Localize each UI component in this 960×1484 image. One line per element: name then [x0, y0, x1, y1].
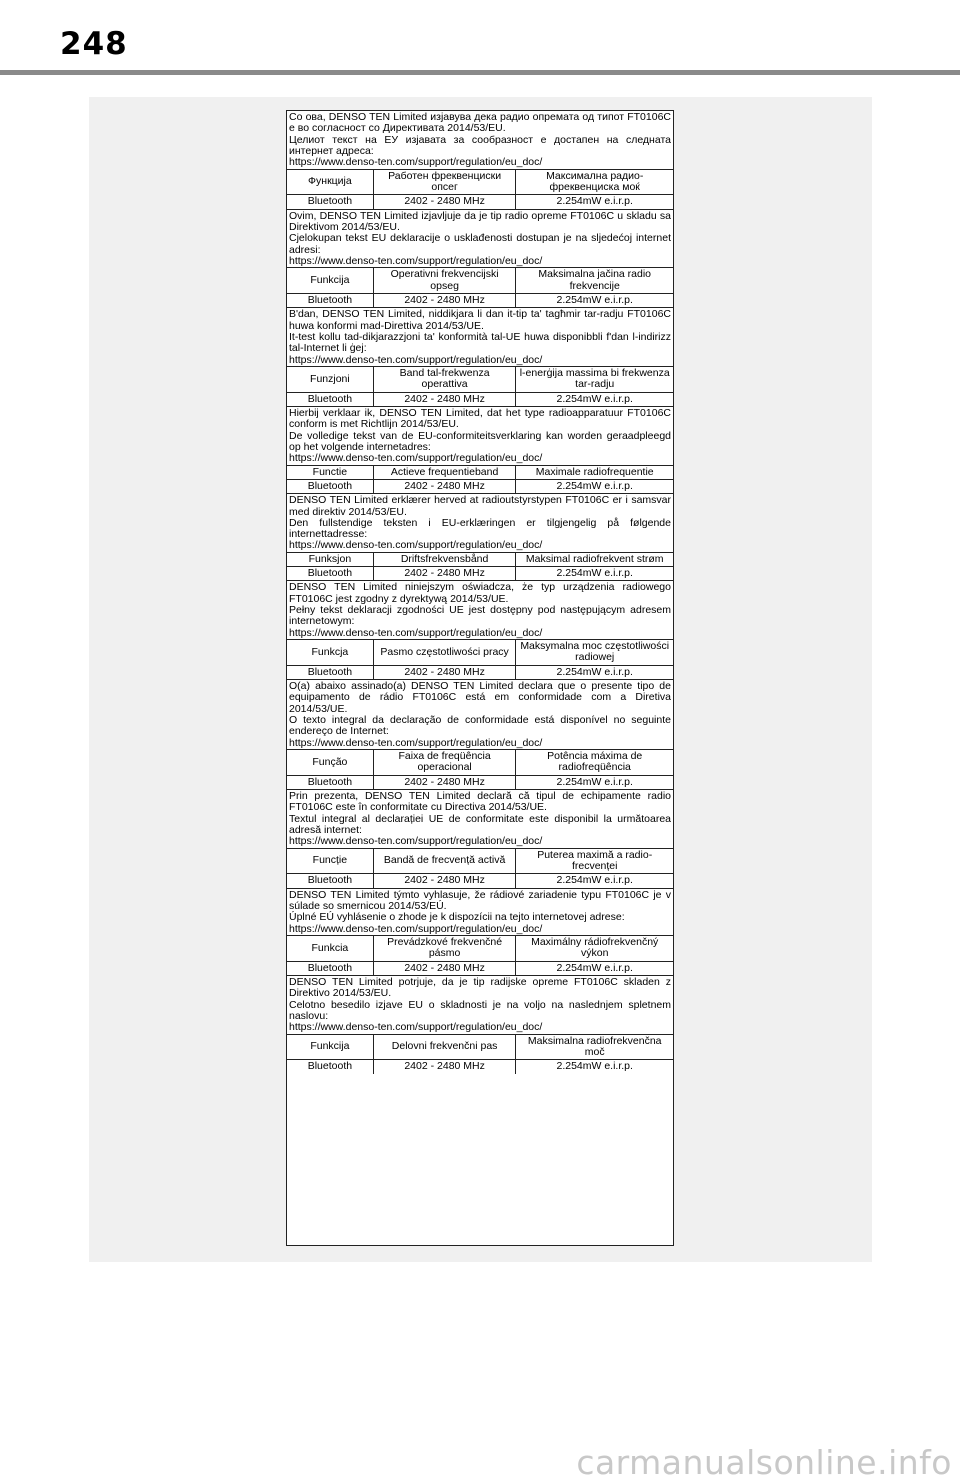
header-frequency-band: Pasmo częstotliwości pracy: [373, 640, 516, 666]
spec-value-row: [287, 293, 673, 307]
header-frequency-band: Delovni frekvenčni pas: [373, 1034, 516, 1060]
value-max-power: 2.254mW e.i.r.p.: [516, 874, 673, 888]
declaration-availability: O texto integral da declaração de conformidade está disponível no seguinte endereço de Internet:: [289, 714, 671, 738]
spec-table: [287, 169, 673, 209]
value-max-power: 2.254mW e.i.r.p.: [516, 293, 673, 307]
declaration-block-sl: [287, 976, 673, 1074]
spec-table: [287, 1034, 673, 1074]
spec-value-row: [287, 961, 673, 975]
value-max-power: 2.254mW e.i.r.p.: [516, 567, 673, 581]
header-max-power: Maksimalna radiofrekvenčna moč: [516, 1034, 673, 1060]
header-function: Funkcia: [287, 935, 373, 961]
value-max-power: 2.254mW e.i.r.p.: [516, 392, 673, 406]
declaration-url[interactable]: https://www.denso-ten.com/support/regulation/eu_doc/: [289, 835, 543, 848]
header-max-power: Puterea maximă a radio-frecvenței: [516, 848, 673, 874]
spec-value-row: [287, 1060, 673, 1074]
value-frequency-band: 2402 - 2480 MHz: [373, 567, 516, 581]
value-function: Bluetooth: [287, 479, 373, 493]
spec-table: [287, 935, 673, 975]
spec-table: [287, 267, 673, 307]
declaration-availability: De volledige tekst van de EU-conformiteitsverklaring kan worden geraadpleegd op het volgende internetadres:: [289, 429, 671, 453]
spec-table: [287, 366, 673, 406]
value-function: Bluetooth: [287, 392, 373, 406]
declaration-statement: DENSO TEN Limited erklærer herved at radioutstyrstypen FT0106C er i samsvar med direktiv 2014/53/EU.: [289, 494, 671, 518]
page-number: 248: [60, 26, 128, 62]
declaration-statement: B'dan, DENSO TEN Limited, niddikjara li dan it-tip ta' tagħmir tar-radju FT0106C huwa konformi mad-Direttiva 2014/53/UE.: [289, 308, 671, 332]
header-frequency-band: Operativni frekvencijski opseg: [373, 268, 516, 294]
value-max-power: 2.254mW e.i.r.p.: [516, 1060, 673, 1074]
spec-header-row: [287, 750, 673, 776]
value-frequency-band: 2402 - 2480 MHz: [373, 775, 516, 789]
spec-value-row: [287, 392, 673, 406]
declaration-url[interactable]: https://www.denso-ten.com/support/regulation/eu_doc/: [289, 922, 543, 935]
declaration-url[interactable]: https://www.denso-ten.com/support/regulation/eu_doc/: [289, 626, 543, 639]
declaration-statement: Prin prezenta, DENSO TEN Limited declară că tipul de echipamente radio FT0106C este în conformitate cu Directiva 2014/53/UE.: [289, 790, 671, 814]
value-function: Bluetooth: [287, 1060, 373, 1074]
spec-table: [287, 848, 673, 888]
header-frequency-band: Actieve frequentieband: [373, 465, 516, 479]
spec-header-row: [287, 848, 673, 874]
spec-value-row: [287, 195, 673, 209]
declaration-block-ro: [287, 790, 673, 889]
declaration-url[interactable]: https://www.denso-ten.com/support/regulation/eu_doc/: [289, 539, 543, 552]
declaration-statement: DENSO TEN Limited niniejszym oświadcza, że typ urządzenia radiowego FT0106C jest zgodny z dyrektywą 2014/53/UE.: [289, 581, 671, 605]
value-max-power: 2.254mW e.i.r.p.: [516, 479, 673, 493]
value-function: Bluetooth: [287, 775, 373, 789]
header-max-power: Maksimalna jačina radio frekvencije: [516, 268, 673, 294]
spec-value-row: [287, 665, 673, 679]
declaration-text: [287, 210, 673, 268]
declaration-statement: Со ова, DENSO TEN Limited изјавува дека радио опремата од типот FT0106C е во согласност со Директивата 2014/53/EU.: [289, 111, 671, 135]
value-max-power: 2.254mW e.i.r.p.: [516, 195, 673, 209]
declaration-availability: Pełny tekst deklaracji zgodności UE jest dostępny pod następującym adresem internetowym:: [289, 604, 671, 628]
header-function: Funcție: [287, 848, 373, 874]
declaration-block-pl: [287, 581, 673, 680]
declaration-text: [287, 790, 673, 848]
header-frequency-band: Работен фреквенциски опсег: [373, 169, 516, 195]
spec-table: [287, 749, 673, 789]
value-frequency-band: 2402 - 2480 MHz: [373, 293, 516, 307]
value-function: Bluetooth: [287, 665, 373, 679]
declaration-text: [287, 581, 673, 639]
declaration-text: [287, 976, 673, 1034]
header-function: Функција: [287, 169, 373, 195]
declaration-url[interactable]: https://www.denso-ten.com/support/regulation/eu_doc/: [289, 1021, 543, 1034]
header-frequency-band: Prevádzkové frekvenčné pásmo: [373, 935, 516, 961]
header-frequency-band: Bandă de frecvență activă: [373, 848, 516, 874]
value-max-power: 2.254mW e.i.r.p.: [516, 961, 673, 975]
header-function: Funkcija: [287, 268, 373, 294]
spec-header-row: [287, 640, 673, 666]
declaration-availability: Cjelokupan tekst EU deklaracije o usklađenosti dostupan je na sljedećoj internet adresi:: [289, 232, 671, 256]
declaration-statement: Ovim, DENSO TEN Limited izjavljuje da je tip radio opreme FT0106C u skladu sa Direktivom 2014/53/EU.: [289, 209, 671, 233]
header-max-power: Maksymalna moc częstotliwości radiowej: [516, 640, 673, 666]
declaration-text: [287, 889, 673, 935]
declaration-availability: Celotno besedilo izjave EU o skladnosti je na voljo na naslednjem spletnem naslovu:: [289, 998, 671, 1022]
declaration-block-pt: [287, 680, 673, 790]
value-function: Bluetooth: [287, 874, 373, 888]
spec-header-row: [287, 169, 673, 195]
declaration-availability: Úplné EÚ vyhlásenie o zhode je k dispozícii na tejto internetovej adrese:: [289, 911, 625, 924]
spec-table: [287, 465, 673, 494]
header-max-power: Maximálny rádiofrekvenčný výkon: [516, 935, 673, 961]
value-frequency-band: 2402 - 2480 MHz: [373, 1060, 516, 1074]
declaration-text: [287, 680, 673, 749]
declaration-text: [287, 494, 673, 552]
spec-value-row: [287, 479, 673, 493]
spec-header-row: [287, 465, 673, 479]
declaration-statement: Hierbij verklaar ik, DENSO TEN Limited, dat het type radioapparatuur FT0106C conform is met Richtlijn 2014/53/EU.: [289, 406, 671, 431]
spec-value-row: [287, 775, 673, 789]
declaration-availability: Целиот текст на ЕУ изјавата за сообразност е достапен на следната интернет адреса:: [289, 133, 671, 157]
declaration-text: [287, 407, 673, 465]
header-function: Funkcja: [287, 640, 373, 666]
declaration-availability: Den fullstendige teksten i EU-erklæringen er tilgjengelig på følgende internettadresse:: [289, 516, 671, 541]
declaration-url[interactable]: https://www.denso-ten.com/support/regulation/eu_doc/: [289, 156, 543, 169]
header-max-power: Potência máxima de radiofreqüência: [516, 750, 673, 776]
value-frequency-band: 2402 - 2480 MHz: [373, 961, 516, 975]
header-frequency-band: Band tal-frekwenza operattiva: [373, 366, 516, 392]
declaration-block-no: [287, 494, 673, 581]
declaration-text: [287, 111, 673, 169]
declaration-block-mk: [287, 111, 673, 210]
spec-header-row: [287, 268, 673, 294]
declaration-statement: DENSO TEN Limited týmto vyhlasuje, že rádiové zariadenie typu FT0106C je v súlade so smernicou 2014/53/EÚ.: [289, 888, 671, 912]
declaration-url[interactable]: https://www.denso-ten.com/support/regulation/eu_doc/: [289, 452, 543, 465]
spec-header-row: [287, 935, 673, 961]
declaration-block-hr: [287, 210, 673, 309]
declaration-statement: O(a) abaixo assinado(a) DENSO TEN Limited declara que o presente tipo de equipamento de rádio FT0106C está em conformidade com a Diretiva 2014/53/UE.: [289, 680, 671, 715]
declaration-url[interactable]: https://www.denso-ten.com/support/regulation/eu_doc/: [289, 353, 543, 366]
spec-value-row: [287, 567, 673, 581]
declaration-block-nl: [287, 407, 673, 494]
header-frequency-band: Driftsfrekvensbånd: [373, 552, 516, 566]
value-frequency-band: 2402 - 2480 MHz: [373, 479, 516, 493]
declaration-block-mt: [287, 308, 673, 407]
spec-table: [287, 639, 673, 679]
header-function: Função: [287, 750, 373, 776]
spec-header-row: [287, 1034, 673, 1060]
declaration-block-sk: [287, 889, 673, 976]
header-function: Funkcija: [287, 1034, 373, 1060]
spec-value-row: [287, 874, 673, 888]
header-max-power: Maksimal radiofrekvent strøm: [516, 552, 673, 566]
value-function: Bluetooth: [287, 293, 373, 307]
header-max-power: Maximale radiofrequentie: [516, 465, 673, 479]
header-function: Funksjon: [287, 552, 373, 566]
declaration-text: [287, 308, 673, 366]
header-max-power: l-enerġija massima bi frekwenza tar-radju: [516, 366, 673, 392]
header-function: Functie: [287, 465, 373, 479]
spec-header-row: [287, 366, 673, 392]
declaration-availability: Textul integral al declarației UE de conformitate este disponibil la următoarea adresă internet:: [289, 812, 671, 837]
header-function: Funzjoni: [287, 366, 373, 392]
watermark: carmanualsonline.info: [576, 1443, 952, 1482]
declaration-statement: DENSO TEN Limited potrjuje, da je tip radijske opreme FT0106C skladen z Direktivo 2014/53/EU.: [289, 975, 671, 1000]
value-function: Bluetooth: [287, 961, 373, 975]
header-frequency-band: Faixa de freqüência operacional: [373, 750, 516, 776]
value-max-power: 2.254mW e.i.r.p.: [516, 665, 673, 679]
value-frequency-band: 2402 - 2480 MHz: [373, 874, 516, 888]
value-function: Bluetooth: [287, 567, 373, 581]
value-function: Bluetooth: [287, 195, 373, 209]
header-max-power: Максимална радио-фреквенциска моќ: [516, 169, 673, 195]
header-rule: [0, 70, 960, 75]
declaration-availability: It-test kollu tad-dikjarazzjoni ta' konformità tal-UE huwa disponibbli f'dan l-indirizz tal-Internet li ġej:: [289, 330, 671, 355]
value-frequency-band: 2402 - 2480 MHz: [373, 392, 516, 406]
declaration-url[interactable]: https://www.denso-ten.com/support/regulation/eu_doc/: [289, 254, 543, 267]
declaration-url[interactable]: https://www.denso-ten.com/support/regulation/eu_doc/: [289, 736, 543, 749]
declarations-box: [286, 110, 674, 1246]
value-frequency-band: 2402 - 2480 MHz: [373, 195, 516, 209]
value-max-power: 2.254mW e.i.r.p.: [516, 775, 673, 789]
value-frequency-band: 2402 - 2480 MHz: [373, 665, 516, 679]
spec-header-row: [287, 552, 673, 566]
spec-table: [287, 552, 673, 581]
